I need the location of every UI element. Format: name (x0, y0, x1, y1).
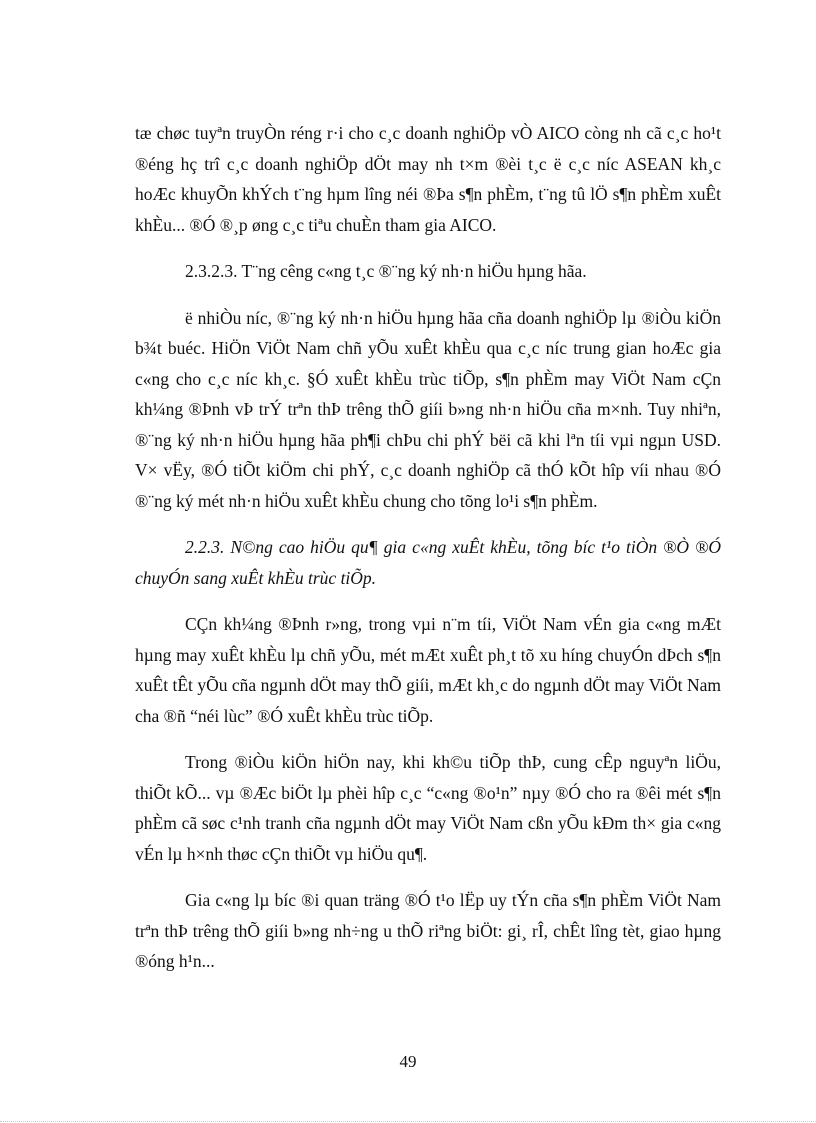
paragraph-conditions: Trong ®iÒu kiÖn hiÖn nay, khi kh©u tiÕp thÞ, cung cÊp nguyªn liÖu, thiÕt kÕ... vµ ®Æc biÖt lµ phèi hîp c¸c “c«ng ®o¹n” nµy ®Ó cho ra ®êi mét s¶n phÈm cã søc c¹nh tranh cña ngµnh dÖt may ViÖt Nam cßn yÕu kÐm th× gia c«ng vÉn lµ h×nh thøc cÇn thiÕt vµ hiÖu qu¶. (135, 752, 721, 864)
paragraph-reputation: Gia c«ng lµ bíc ®i quan träng ®Ó t¹o lËp uy tÝn cña s¶n phÈm ViÖt Nam trªn thÞ trêng thÕ giíi b»ng nh÷ng u thÕ riªng biÖt: gi¸ rÎ, chÊt lîng tèt, giao hµng ®óng h¹n... (135, 890, 721, 971)
section-heading-2-2-3: 2.2.3. N©ng cao hiÖu qu¶ gia c«ng xuÊt khÈu, tõng bíc t¹o tiÒn ®Ò ®Ó chuyÓn sang xuÊt khÈu trùc tiÕp. (135, 537, 721, 588)
paragraph-trademark: ë nhiÒu níc, ®¨ng ký nh·n hiÖu hµng hãa cña doanh nghiÖp lµ ®iÒu kiÖn b¾t buéc. HiÖn ViÖt Nam chñ yÕu xuÊt khÈu qua c¸c níc trung gian hoÆc gia c«ng cho c¸c níc kh¸c. §Ó xuÊt khÈu trùc tiÕp, s¶n phÈm may ViÖt Nam cÇn kh¼ng ®Þnh vÞ trÝ trªn thÞ trêng thÕ giíi b»ng nh·n hiÖu cña m×nh. Tuy nhiªn, ®¨ng ký nh·n hiÖu hµng hãa ph¶i chÞu chi phÝ bëi cã khi lªn tíi vµi ngµn USD. V× vËy, ®Ó tiÕt kiÖm chi phÝ, c¸c doanh nghiÖp cã thÓ kÕt hîp víi nhau ®Ó ®¨ng ký mét nh·n hiÖu xuÊt khÈu chung cho tõng lo¹i s¶n phÈm. (135, 307, 721, 511)
section-heading-2-3-2-3: 2.3.2.3. T¨ng cêng c«ng t¸c ®¨ng ký nh·n hiÖu hµng hãa. (185, 261, 587, 281)
body-text (135, 118, 721, 993)
page-number: 49 (399, 1052, 417, 1071)
paragraph-processing: CÇn kh¼ng ®Þnh r»ng, trong vµi n¨m tíi, ViÖt Nam vÉn gia c«ng mÆt hµng may xuÊt khÈu lµ chñ yÕu, mét mÆt xuÊt ph¸t tõ xu híng chuyÓn dÞch s¶n xuÊt tÊt yÕu cña ngµnh dÖt may thÕ giíi, mÆt kh¸c do ngµnh dÖt may ViÖt Nam cha ®ñ “néi lùc” ®Ó xuÊt khÈu trùc tiÕp. (135, 614, 721, 726)
paragraph-1: tæ chøc tuyªn truyÒn réng r·i cho c¸c doanh nghiÖp vÒ AICO còng nh cã c¸c ho¹t ®éng hç trî c¸c doanh nghiÖp dÖt may nh t×m ®èi t¸c ë c¸c níc ASEAN kh¸c hoÆc khuyÕn khÝch t¨ng hµm lîng néi ®Þa s¶n phÈm, t¨ng tû lÖ s¶n phÈm xuÊt khÈu... ®Ó ®¸p øng c¸c tiªu chuÈn tham gia AICO. (135, 123, 721, 235)
page-bottom-border (0, 1121, 816, 1122)
